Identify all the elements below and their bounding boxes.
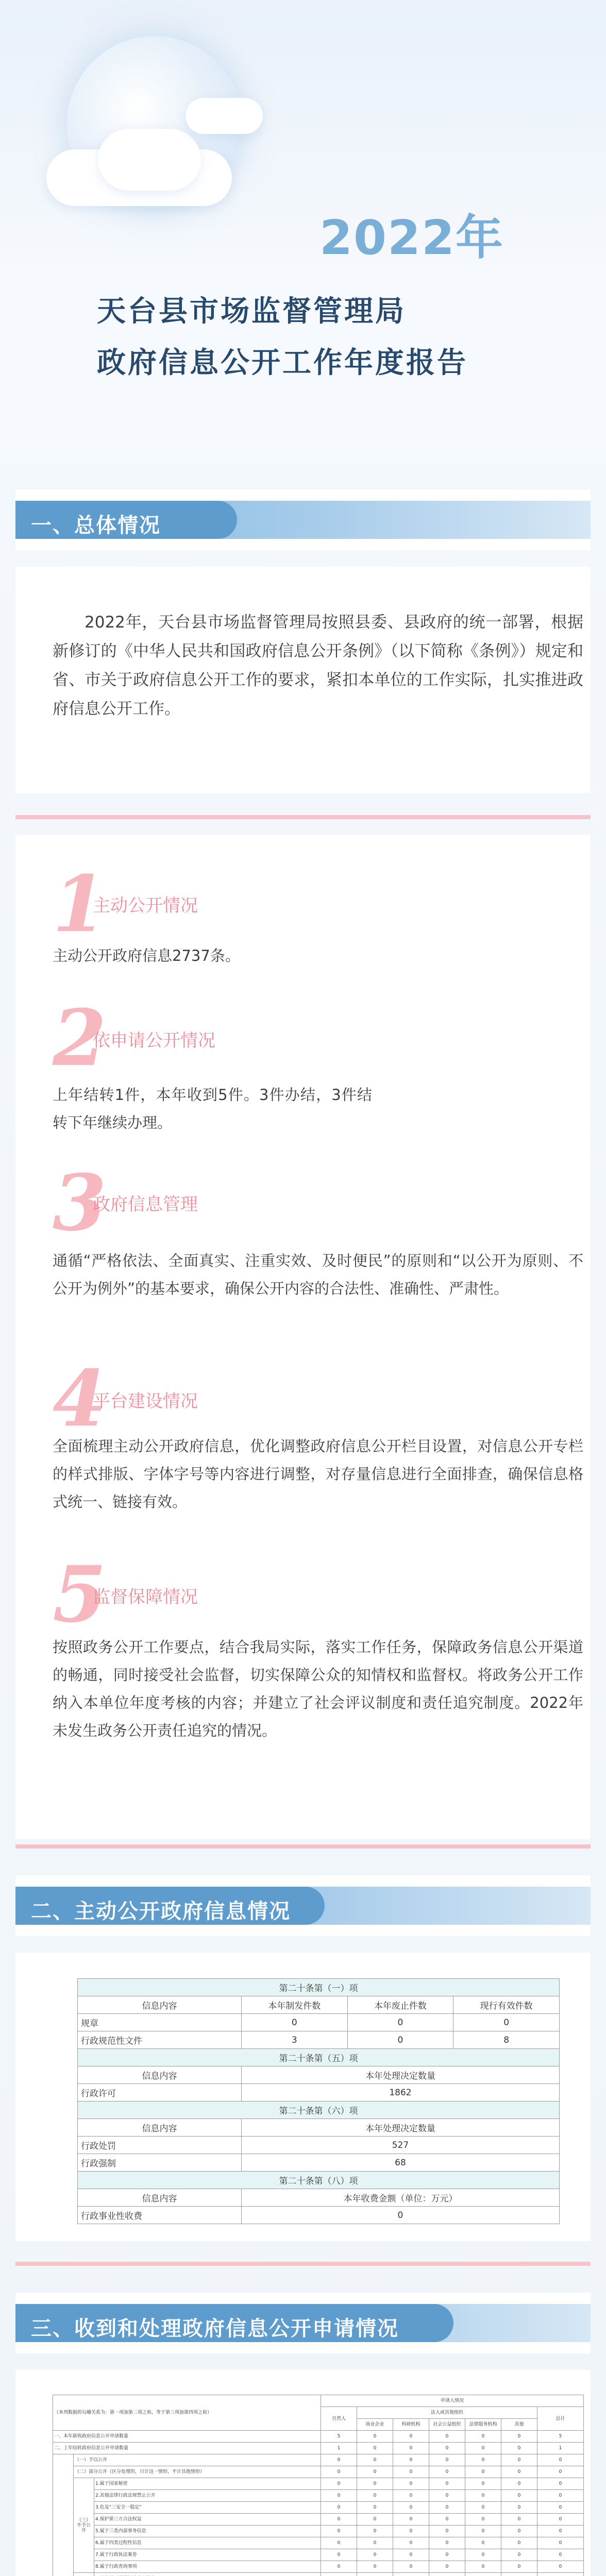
table-cell: 0 xyxy=(357,2549,393,2561)
table-cell: 0 xyxy=(357,2443,393,2454)
table-cell: 0 xyxy=(429,2454,465,2466)
table-cell: 0 xyxy=(321,2526,357,2537)
table-cell: 0 xyxy=(465,2466,501,2478)
overview-items-card xyxy=(15,835,591,1839)
table-cell: 0 xyxy=(321,2549,357,2561)
row-label: （一）予以公开 xyxy=(74,2454,321,2466)
table-row xyxy=(53,2549,584,2561)
table-cell: 0 xyxy=(321,2514,357,2526)
cloud-illustration xyxy=(98,129,201,191)
table-cell: 0 xyxy=(501,2466,537,2478)
table-row xyxy=(53,2431,584,2443)
table-cell: 0 xyxy=(321,2490,357,2502)
row-label xyxy=(94,2573,321,2576)
table-cell: 0 xyxy=(537,2514,584,2526)
table-row xyxy=(53,2478,584,2490)
table-row: 行政事业性收费 0 xyxy=(78,2207,560,2224)
row-group-label xyxy=(74,2573,94,2576)
table-cell: 0 xyxy=(393,2478,429,2490)
table-header: 本年废止件数 xyxy=(347,1996,453,2014)
table-header: 总计 xyxy=(537,2407,584,2431)
table-cell: 0 xyxy=(429,2502,465,2514)
table-row: 行政规范性文件 3 0 8 xyxy=(78,2031,560,2049)
table-row xyxy=(53,2526,584,2537)
table-cell: 0 xyxy=(393,2466,429,2478)
table-row xyxy=(53,2454,584,2466)
table-cell: 0 xyxy=(501,2454,537,2466)
table-cell: 0 xyxy=(429,2514,465,2526)
hero-header xyxy=(0,0,606,464)
table-cell: 0 xyxy=(465,2526,501,2537)
table-cell xyxy=(465,2573,501,2576)
table-cell xyxy=(321,2573,357,2576)
table-cell: 0 xyxy=(393,2549,429,2561)
report-title-line2: 政府信息公开工作年度报告 xyxy=(97,346,468,380)
table-row xyxy=(53,2561,584,2573)
table-cell: 0 xyxy=(429,2526,465,2537)
section-band-2 xyxy=(15,1875,591,1936)
section-title: 一、总体情况 xyxy=(31,514,161,537)
item-number: 2 xyxy=(53,993,107,1083)
table-cell: 0 xyxy=(501,2490,537,2502)
report-year: 2022年 xyxy=(319,210,504,265)
table-cell: 0 xyxy=(465,2454,501,2466)
section-band-1 xyxy=(15,489,591,550)
report-title-line1: 天台县市场监督管理局 xyxy=(97,295,406,328)
table-header: 本年处理决定数量 xyxy=(241,2119,559,2137)
row-label: 3.危及“三安全一稳定” xyxy=(94,2502,321,2514)
item-title: 依申请公开情况 xyxy=(93,1030,215,1051)
table-cell: 0 xyxy=(429,2561,465,2573)
table-cell: 0 xyxy=(357,2561,393,2573)
table-row xyxy=(53,2502,584,2514)
table-cell xyxy=(501,2573,537,2576)
row-label: （二）部分公开（区分处理的，只计这一情形，不计其他情形） xyxy=(74,2466,321,2478)
table-cell: 0 xyxy=(393,2454,429,2466)
item-number: 1 xyxy=(53,859,107,950)
table-cell: 0 xyxy=(465,2549,501,2561)
table-cell: 0 xyxy=(393,2502,429,2514)
item-body: 上年结转1件，本年收到5件。3件办结，3件结转下年继续办理。 xyxy=(53,1086,372,1131)
table-cell: 0 xyxy=(501,2502,537,2514)
table-cell: 0 xyxy=(357,2490,393,2502)
table-row xyxy=(53,2514,584,2526)
table-row xyxy=(53,2537,584,2549)
table-section-title: 第二十条第（一）项 xyxy=(78,1979,560,1996)
table-header: 法人或其他组织 xyxy=(357,2407,537,2419)
item-body: 主动公开政府信息2737条。 xyxy=(53,947,240,964)
table-cell: 0 xyxy=(537,2549,584,2561)
table-cell: 1 xyxy=(537,2443,584,2454)
table-cell: 0 xyxy=(357,2454,393,2466)
table-cell: 0 xyxy=(465,2502,501,2514)
table-cell: 0 xyxy=(501,2478,537,2490)
table-row: 规章 0 0 0 xyxy=(78,2014,560,2031)
table-cell: 0 xyxy=(537,2526,584,2537)
table-header: 申请人情况 xyxy=(321,2395,584,2407)
application-table xyxy=(53,2395,584,2576)
table-header: 信息内容 xyxy=(78,2189,242,2207)
item-title: 主动公开情况 xyxy=(93,895,198,916)
table-row: 行政处罚 527 xyxy=(78,2137,560,2154)
table-header: 科研机构 xyxy=(393,2419,429,2431)
row-group-label xyxy=(53,2454,74,2576)
table-cell xyxy=(537,2573,584,2576)
table-cell: 0 xyxy=(321,2561,357,2573)
active-disclosure-table xyxy=(77,1978,560,2224)
table-cell: 0 xyxy=(501,2561,537,2573)
table-row xyxy=(53,2490,584,2502)
divider xyxy=(15,815,591,819)
table-cell: 0 xyxy=(537,2537,584,2549)
table-cell: 0 xyxy=(537,2478,584,2490)
table-header: 现行有效件数 xyxy=(453,1996,560,2014)
table-cell xyxy=(357,2573,393,2576)
table-cell: 0 xyxy=(429,2549,465,2561)
table-cell: 0 xyxy=(465,2561,501,2573)
table-cell: 0 xyxy=(357,2431,393,2443)
table-cell: 0 xyxy=(501,2431,537,2443)
row-label: 一、本年新收政府信息公开申请数量 xyxy=(53,2431,321,2443)
table-cell: 0 xyxy=(465,2514,501,2526)
table-header: 商业企业 xyxy=(357,2419,393,2431)
table-cell: 0 xyxy=(501,2549,537,2561)
table-section-title: 第二十条第（八）项 xyxy=(78,2172,560,2189)
table-cell: 0 xyxy=(537,2454,584,2466)
row-label: 6.属于四类过程性信息 xyxy=(94,2537,321,2549)
table-cell: 0 xyxy=(501,2443,537,2454)
table-header: 信息内容 xyxy=(78,2066,242,2084)
overview-text: 2022年，天台县市场监督管理局按照县委、县政府的统一部署，根据新修订的《中华人民共和国政府信息公开条例》（以下简称《条例》）规定和省、市关于政府信息公开工作的要求，紧扣本单位的工作实际，扎实推进政府信息公开工作。 xyxy=(53,613,583,718)
table-cell: 0 xyxy=(321,2502,357,2514)
table-cell: 0 xyxy=(429,2443,465,2454)
table-row xyxy=(53,2573,584,2576)
table-cell: 0 xyxy=(501,2514,537,2526)
row-label: 5.属于三类内部事务信息 xyxy=(94,2526,321,2537)
cloud-illustration xyxy=(186,98,263,134)
table-header: 信息内容 xyxy=(78,1996,242,2014)
table-header: 本年制发件数 xyxy=(241,1996,347,2014)
table-cell: 1 xyxy=(321,2443,357,2454)
table-row xyxy=(53,2466,584,2478)
table-row: 行政强制 68 xyxy=(78,2154,560,2172)
table-header: 信息内容 xyxy=(78,2119,242,2137)
table-cell: 0 xyxy=(465,2537,501,2549)
overview-card xyxy=(15,567,591,793)
table-cell: 0 xyxy=(429,2537,465,2549)
table-cell: 0 xyxy=(501,2526,537,2537)
table-row xyxy=(53,2443,584,2454)
table-cell: 0 xyxy=(465,2490,501,2502)
table-header: 其他 xyxy=(501,2419,537,2431)
table-cell: 0 xyxy=(321,2454,357,2466)
item-title: 监督保障情况 xyxy=(93,1587,198,1607)
table-cell: 0 xyxy=(429,2431,465,2443)
item-body: 通循“严格依法、全面真实、注重实效、及时便民”的原则和“以公开为原则、不公开为例外”的基本要求，确保公开内容的合法性、准确性、严肃性。 xyxy=(53,1252,583,1297)
table-cell: 0 xyxy=(357,2466,393,2478)
table-cell: 0 xyxy=(537,2490,584,2502)
table-cell: 0 xyxy=(393,2537,429,2549)
item-number: 3 xyxy=(53,1158,107,1248)
table-cell: 0 xyxy=(357,2537,393,2549)
table-cell: 0 xyxy=(501,2537,537,2549)
divider xyxy=(15,1844,591,1849)
table-header: 法律服务机构 xyxy=(465,2419,501,2431)
table-cell: 0 xyxy=(357,2502,393,2514)
table-cell: 5 xyxy=(321,2431,357,2443)
table-cell: 0 xyxy=(357,2526,393,2537)
table-cell xyxy=(429,2573,465,2576)
table-cell: 0 xyxy=(393,2514,429,2526)
table-cell: 0 xyxy=(537,2466,584,2478)
table-cell: 0 xyxy=(537,2561,584,2573)
active-disclosure-card xyxy=(15,1953,591,2241)
item-body: 全面梳理主动公开政府信息，优化调整政府信息公开栏目设置，对信息公开专栏的样式排版、字体字号等内容进行调整，对存量信息进行全面排查，确保信息格式统一、链接有效。 xyxy=(53,1437,583,1511)
divider xyxy=(15,2262,591,2266)
table-header: 本年处理决定数量 xyxy=(241,2066,559,2084)
table-cell: 0 xyxy=(393,2490,429,2502)
table-cell: 0 xyxy=(321,2466,357,2478)
row-label: 1.属于国家秘密 xyxy=(94,2478,321,2490)
item-number: 4 xyxy=(53,1353,107,1444)
section-band-3 xyxy=(15,2293,591,2353)
item-title: 平台建设情况 xyxy=(93,1391,198,1412)
table-header: 自然人 xyxy=(321,2407,357,2431)
table-cell: 0 xyxy=(357,2478,393,2490)
table-cell: 0 xyxy=(321,2537,357,2549)
table-section-title: 第二十条第（六）项 xyxy=(78,2102,560,2119)
table-cell: 0 xyxy=(393,2431,429,2443)
table-cell: 0 xyxy=(537,2502,584,2514)
row-group-label: （三）不予公开 xyxy=(74,2478,94,2573)
row-label: 4.保护第三方合法权益 xyxy=(94,2514,321,2526)
table-cell: 0 xyxy=(429,2478,465,2490)
table-header: 社会公益组织 xyxy=(429,2419,465,2431)
table-header: 本年收费金额（单位：万元） xyxy=(241,2189,559,2207)
table-section-title: 第二十条第（五）项 xyxy=(78,2049,560,2066)
table-cell: 5 xyxy=(537,2431,584,2443)
table-cell: 0 xyxy=(429,2466,465,2478)
table-cell: 0 xyxy=(393,2526,429,2537)
application-card xyxy=(15,2370,591,2576)
row-label: 8.属于行政查询事项 xyxy=(94,2561,321,2573)
table-corner-note: （本列数据的勾稽关系为：第一项加第二项之和，等于第三项加第四项之和） xyxy=(53,2395,321,2431)
row-label: 二、上年结转政府信息公开申请数量 xyxy=(53,2443,321,2454)
table-cell: 0 xyxy=(393,2561,429,2573)
table-cell: 0 xyxy=(465,2431,501,2443)
table-cell xyxy=(393,2573,429,2576)
table-row: 行政许可 1862 xyxy=(78,2084,560,2102)
row-label: 2.其他法律行政法规禁止公开 xyxy=(94,2490,321,2502)
table-cell: 0 xyxy=(465,2443,501,2454)
item-number: 5 xyxy=(53,1549,107,1640)
table-cell: 0 xyxy=(393,2443,429,2454)
table-cell: 0 xyxy=(429,2490,465,2502)
table-cell: 0 xyxy=(465,2478,501,2490)
item-body: 按照政务公开工作要点，结合我局实际，落实工作任务，保障政务信息公开渠道的畅通，同时接受社会监督，切实保障公众的知情权和监督权。将政务公开工作纳入本单位年度考核的内容；并建立了社会评议制度和责任追究制度。2022年未发生政务公开责任追究的情况。 xyxy=(53,1638,583,1739)
section-title: 二、主动公开政府信息情况 xyxy=(31,1900,291,1923)
row-label: 7.属于行政执法案卷 xyxy=(94,2549,321,2561)
section-title: 三、收到和处理政府信息公开申请情况 xyxy=(31,2317,399,2341)
table-cell: 0 xyxy=(357,2514,393,2526)
table-cell: 0 xyxy=(321,2478,357,2490)
item-title: 政府信息管理 xyxy=(93,1194,198,1215)
